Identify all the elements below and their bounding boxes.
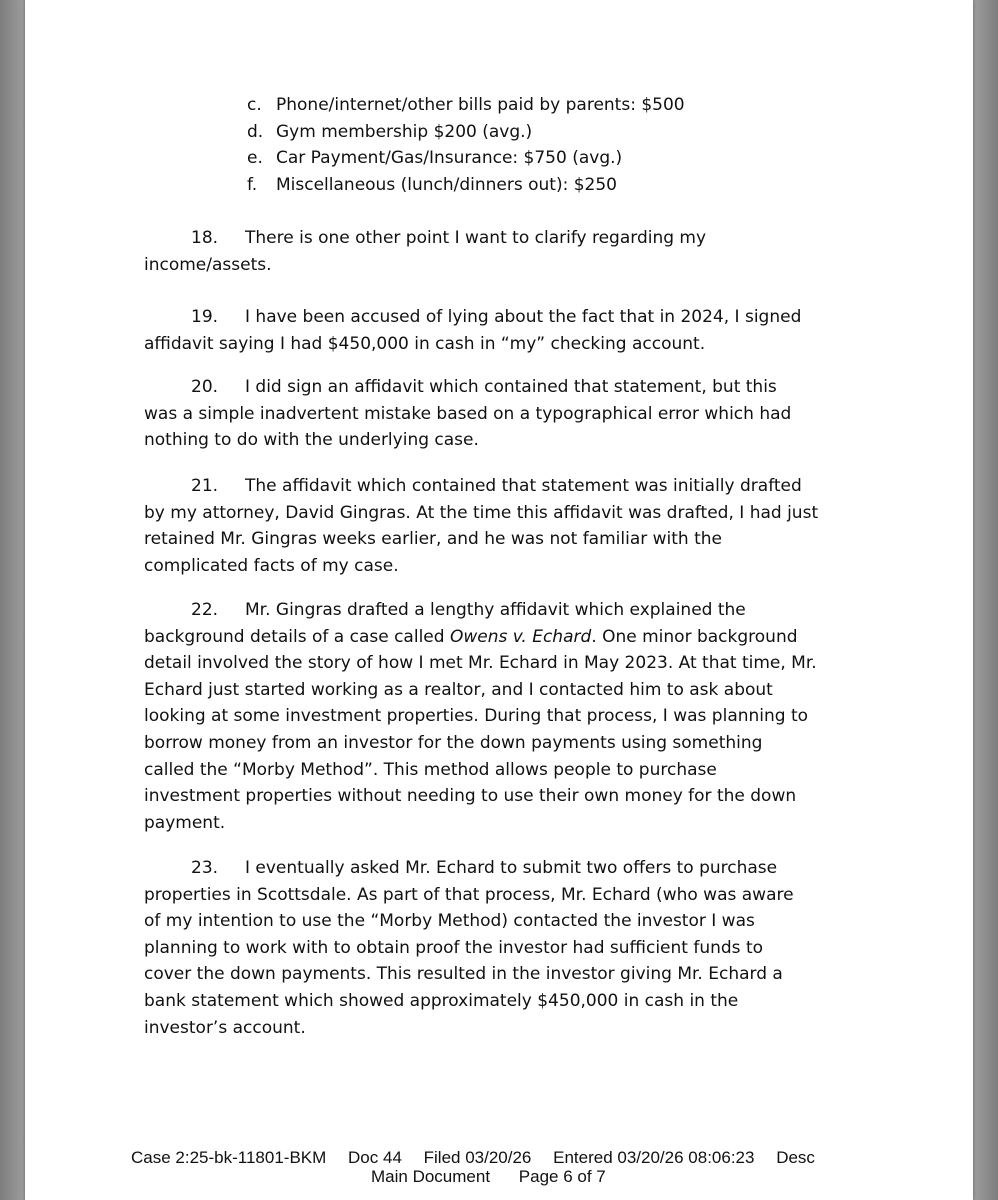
paragraph-text: . One minor background (591, 626, 798, 647)
filed-date: Filed 03/20/26 (423, 1148, 532, 1167)
paragraph-line: properties in Scottsdale. As part of that process, Mr. Echard (who was aware (144, 884, 794, 905)
list-letter: e. (247, 148, 263, 169)
paragraph-line: of my intention to use the “Morby Method) contacted the investor I was (144, 911, 755, 932)
main-document-label: Main Document (371, 1167, 491, 1186)
paragraph-20 (144, 374, 874, 454)
paragraph-21 (144, 473, 874, 579)
list-letter: c. (247, 95, 262, 115)
paragraph-number: 19. (191, 307, 219, 327)
list-letter: d. (247, 121, 264, 142)
paragraph-line: Mr. Gingras drafted a lengthy affidavit which explained the (245, 600, 746, 620)
paragraph-text: background details of a case called (144, 626, 450, 647)
paragraph-line: payment. (144, 812, 226, 833)
paragraph-line: was a simple inadvertent mistake based on a typographical error which had (144, 403, 792, 424)
paragraph-line: complicated facts of my case. (144, 555, 399, 576)
paragraph-number: 21. (191, 476, 219, 496)
case-name-italic: Owens v. Echard (449, 626, 592, 647)
paragraph-line: bank statement which showed approximately $450,000 in cash in the (144, 990, 739, 1011)
paragraph-line: by my attorney, David Gingras. At the time this affidavit was drafted, I had just (144, 502, 819, 523)
list-text: Gym membership $200 (avg.) (276, 121, 533, 142)
list-item (247, 172, 685, 199)
paragraph-number: 18. (191, 228, 219, 248)
doc-number: Doc 44 (348, 1148, 402, 1167)
paragraph-line: called the “Morby Method”. This method allows people to purchase (144, 759, 717, 780)
filing-header-line (131, 1148, 832, 1168)
paragraph-line: detail involved the story of how I met Mr. Echard in May 2023. At that time, Mr. (144, 653, 817, 674)
paragraph-line: Echard just started working as a realtor, and I contacted him to ask about (144, 679, 773, 700)
expense-sublist (247, 92, 685, 198)
paragraph-line: I eventually asked Mr. Echard to submit two offers to purchase (245, 858, 778, 878)
entered-date: Entered 03/20/26 08:06:23 (553, 1148, 755, 1167)
list-item (247, 119, 685, 146)
paragraph-line: borrow money from an investor for the down payments using something (144, 732, 763, 753)
paragraph-line: nothing to do with the underlying case. (144, 430, 479, 451)
paragraph-line: There is one other point I want to clarify regarding my (245, 228, 707, 248)
paragraph-line: I have been accused of lying about the fact that in 2024, I signed (245, 307, 802, 327)
list-text: Miscellaneous (lunch/dinners out): $250 (276, 174, 617, 195)
case-number: Case 2:25-bk-11801-BKM (131, 1148, 327, 1167)
paragraph-line: I did sign an affidavit which contained that statement, but this (245, 377, 777, 397)
paragraph-line: affidavit saying I had $450,000 in cash in “my” checking account. (144, 333, 706, 354)
paragraph-19 (144, 304, 874, 357)
list-text: Car Payment/Gas/Insurance: $750 (avg.) (276, 148, 623, 169)
desc-label: Desc (776, 1148, 815, 1167)
paragraph-number: 20. (191, 377, 219, 397)
paragraph-line: income/assets. (144, 254, 272, 275)
list-text: Phone/internet/other bills paid by parents: $500 (276, 95, 685, 115)
paragraph-line: investment properties without needing to use their own money for the down (144, 786, 797, 807)
filing-subline (371, 1167, 630, 1187)
list-letter: f. (247, 174, 258, 195)
paragraph-number: 22. (191, 600, 219, 620)
paragraph-line: investor’s account. (144, 1017, 306, 1038)
paragraph-23 (144, 855, 874, 1041)
paragraph-line: cover the down payments. This resulted in the investor giving Mr. Echard a (144, 964, 783, 985)
paragraph-line: planning to work with to obtain proof the investor had sufficient funds to (144, 937, 764, 958)
document-page (25, 0, 973, 1200)
list-item (247, 92, 685, 119)
page-number: Page 6 of 7 (518, 1167, 606, 1186)
paragraph-line: retained Mr. Gingras weeks earlier, and he was not familiar with the (144, 529, 722, 550)
paragraph-line: The affidavit which contained that statement was initially drafted (245, 476, 802, 496)
list-item (247, 145, 685, 172)
paragraph-22 (144, 597, 874, 836)
paragraph-number: 23. (191, 858, 219, 878)
paragraph-18 (144, 225, 874, 278)
paragraph-line: looking at some investment properties. During that process, I was planning to (144, 706, 809, 727)
